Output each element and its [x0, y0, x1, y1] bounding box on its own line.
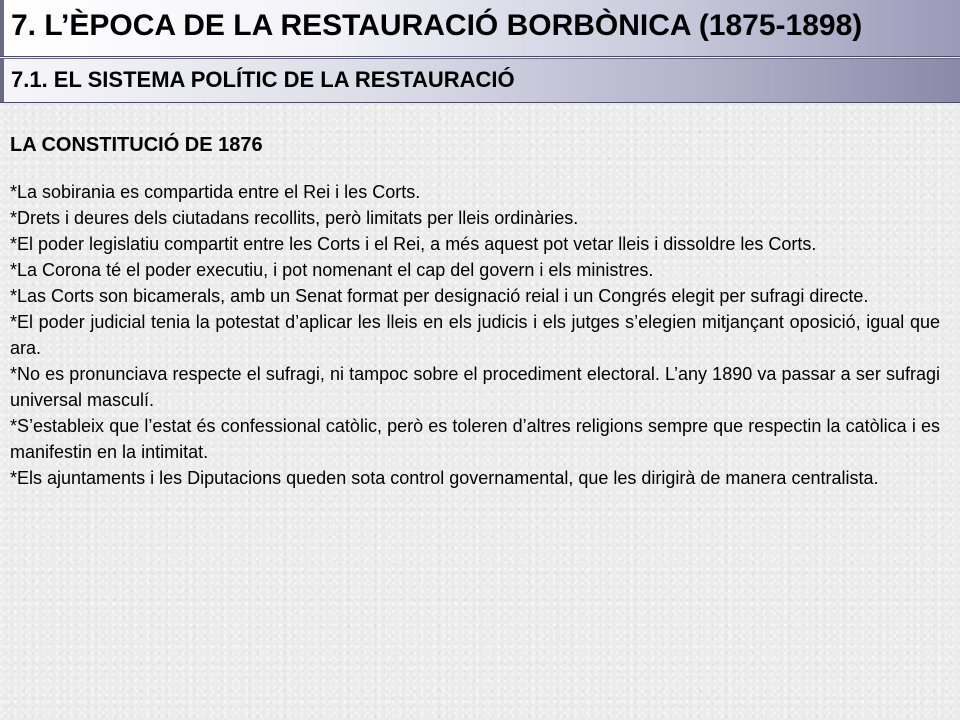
point-local-government: *Els ajuntaments i les Diputacions queden sota control governamental, que les dirigirà de manera centralista. [10, 468, 879, 488]
subtitle-bar-accent [0, 59, 4, 102]
subtitle-bar [0, 58, 960, 103]
slide-subtitle: 7.1. EL SISTEMA POLÍTIC DE LA RESTAURACIÓ [11, 67, 515, 92]
point-sovereignty: *La sobirania es compartida entre el Rei i les Corts. [10, 182, 421, 202]
title-bar-accent [0, 0, 4, 56]
slide-content [10, 131, 940, 491]
point-bicameral: *Las Corts son bicamerals, amb un Senat format per designació reial i un Congrés elegit per sufragi directe. [10, 286, 869, 306]
point-religion: *S’estableix que l’estat és confessional catòlic, però es toleren d’altres religions sempre que respectin la catòlica i es manifestin en la intimitat. [10, 416, 940, 462]
point-suffrage: *No es pronunciava respecte el sufragi, ni tampoc sobre el procediment electoral. L’any 1890 va passar a ser sufragi universal masculí. [10, 364, 940, 410]
point-legislative: *El poder legislatiu compartit entre les Corts i el Rei, a més aquest pot vetar lleis i dissoldre les Corts. [10, 234, 817, 254]
section-heading: LA CONSTITUCIÓ DE 1876 [10, 134, 263, 156]
title-bar [0, 0, 960, 57]
point-judicial: *El poder judicial tenia la potestat d’aplicar les lleis en els judicis i els jutges s’elegien mitjançant oposició, igual que ara. [10, 312, 940, 358]
slide-title: 7. L’ÈPOCA DE LA RESTAURACIÓ BORBÒNICA (1875-1898) [11, 9, 863, 42]
point-rights: *Drets i deures dels ciutadans recollits, però limitats per lleis ordinàries. [10, 208, 579, 228]
point-executive: *La Corona té el poder executiu, i pot nomenant el cap del govern i els ministres. [10, 260, 654, 280]
points-list [10, 179, 940, 491]
